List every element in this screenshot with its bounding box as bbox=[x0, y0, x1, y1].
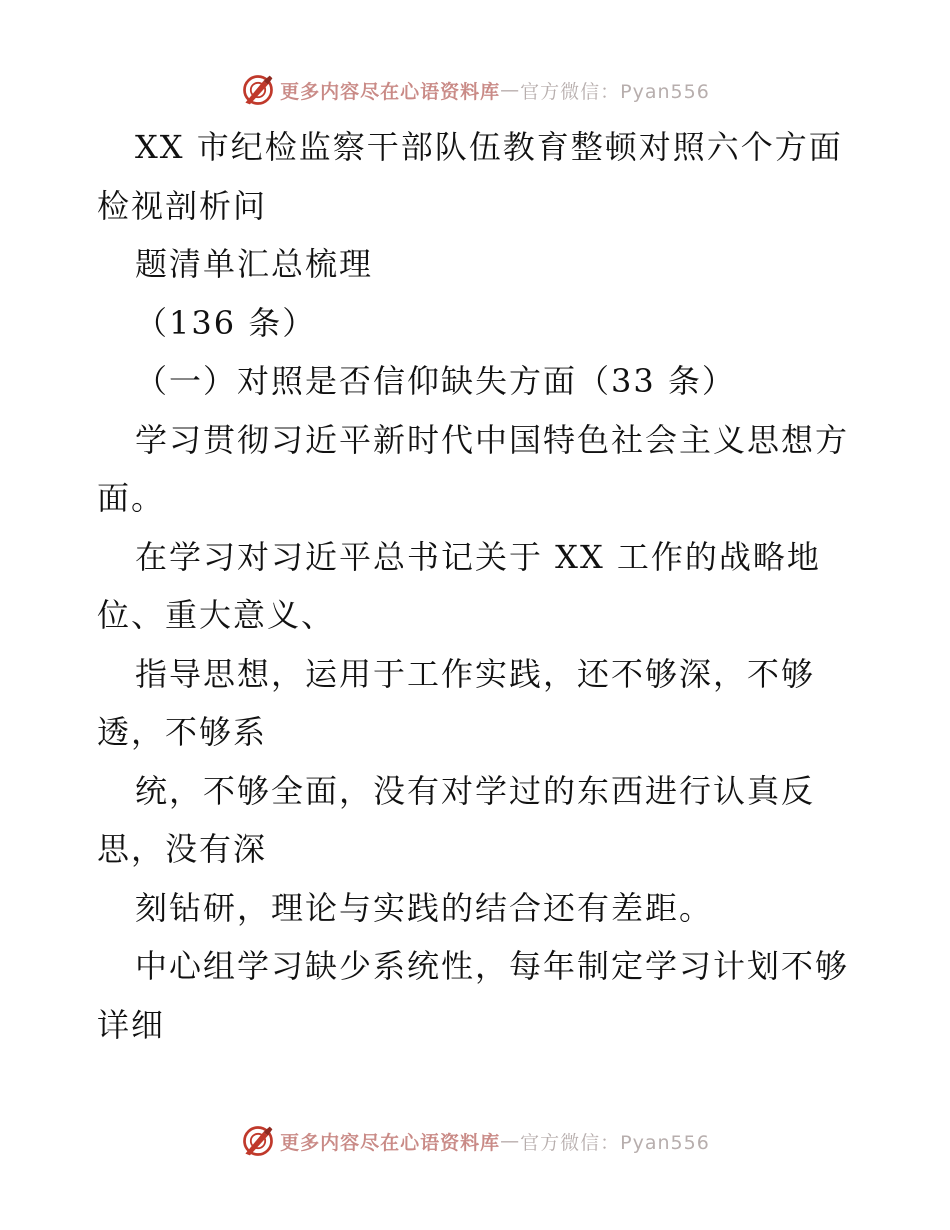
body-text-line: 刻钻研，理论与实践的结合还有差距。 bbox=[135, 888, 714, 927]
title-line: 检视剖析问 bbox=[97, 186, 268, 225]
body-text-line: 思，没有深 bbox=[97, 830, 268, 868]
body-text-line: 统，不够全面，没有对学过的东西进行认真反 bbox=[135, 771, 816, 810]
watermark-dash: — bbox=[500, 79, 521, 101]
watermark-main-text: 更多内容尽在心语资料库 bbox=[280, 1131, 501, 1154]
pen-logo-icon bbox=[240, 72, 276, 108]
pen-logo-icon bbox=[240, 1123, 276, 1159]
body-text-line: 学习贯彻习近平新时代中国特色社会主义思想方 bbox=[135, 420, 850, 459]
body-text-line: 位、重大意义、 bbox=[97, 596, 336, 634]
watermark-sub-text: 官方微信：Pyan556 bbox=[520, 1131, 710, 1154]
title-count-line: （136 条） bbox=[135, 303, 317, 342]
body-text-line: 面。 bbox=[97, 479, 166, 517]
body-text-line: 透，不够系 bbox=[97, 713, 268, 751]
body-text-line: 详细 bbox=[97, 1005, 166, 1044]
title-line: XX 市纪检监察干部队伍教育整顿对照六个方面 bbox=[135, 128, 843, 166]
body-text-line: 在学习对习近平总书记关于 XX 工作的战略地 bbox=[135, 537, 821, 576]
watermark-main-text: 更多内容尽在心语资料库 bbox=[280, 80, 501, 103]
body-text-line: 中心组学习缺少系统性，每年制定学习计划不够 bbox=[135, 947, 850, 985]
document-body bbox=[97, 118, 857, 1054]
body-text-line: 指导思想，运用于工作实践，还不够深，不够 bbox=[135, 654, 816, 693]
header-watermark bbox=[0, 70, 950, 110]
watermark-dash: — bbox=[500, 1130, 521, 1152]
footer-watermark bbox=[0, 1121, 950, 1161]
title-line: 题清单汇总梳理 bbox=[135, 245, 374, 283]
section-heading: （一）对照是否信仰缺失方面（33 条） bbox=[135, 362, 736, 400]
watermark-sub-text: 官方微信：Pyan556 bbox=[520, 80, 710, 103]
